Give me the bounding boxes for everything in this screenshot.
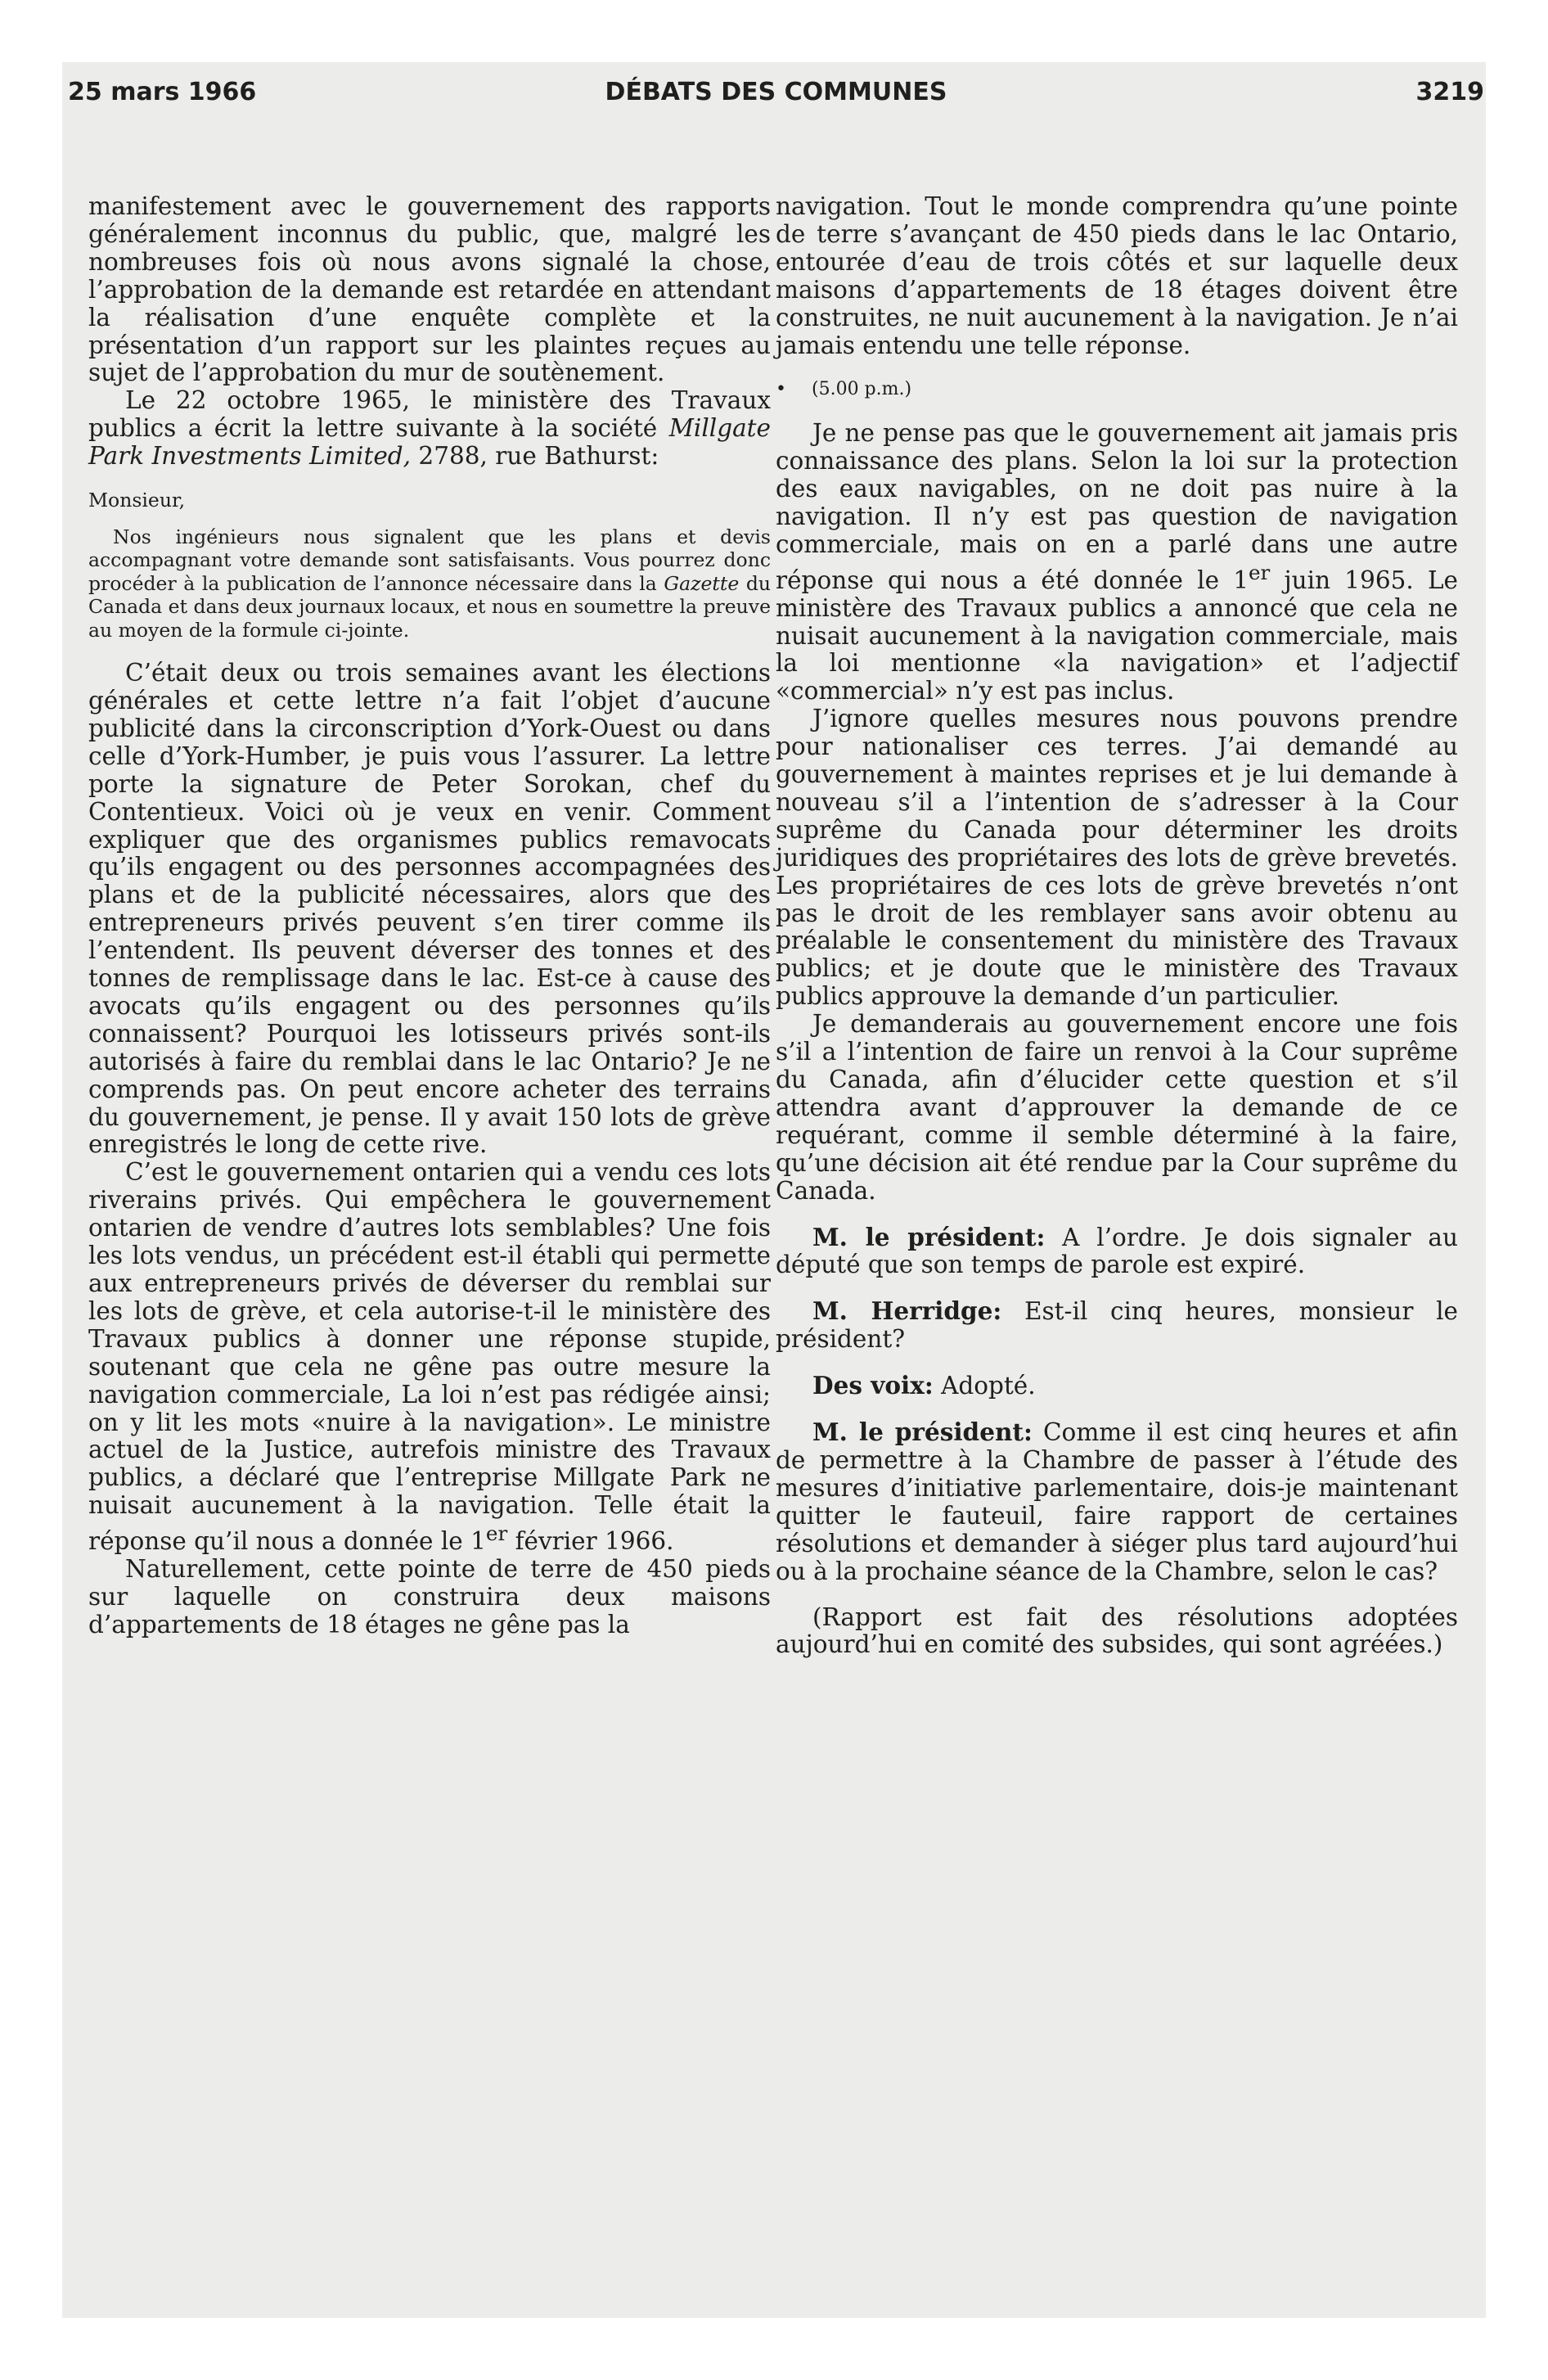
header-title: DÉBATS DES COMMUNES (605, 78, 947, 106)
speaker-name: Des voix: (812, 1371, 934, 1400)
paragraph: manifestement avec le gouvernement des rapports généralement inconnus du public, que, malgré les nombreuses fois où nous avons signalé la chose, l’approbation de la demande est retardée en attendant la réalisation d’une enquête complète et la présentation d’un rapport sur les plaintes reçues au sujet de l’approbation du mur de soutènement. (88, 192, 771, 387)
speech: Des voix: Adopté. (812, 1371, 1036, 1400)
left-column (88, 193, 771, 1639)
paragraph: Le 22 octobre 1965, le ministère des Travaux publics a écrit la lettre suivante à la société Millgate Park Investments Limited, 2788, rue Bathurst: (88, 386, 771, 471)
speaker-name: M. Herridge: (812, 1296, 1002, 1326)
header-date: 25 mars 1966 (68, 78, 257, 106)
header-page-number: 3219 (1415, 78, 1484, 106)
time-marker: • (5.00 p.m.) (776, 376, 1458, 403)
speech: M. Herridge: Est-il cinq heures, monsieur le président? (776, 1296, 1458, 1354)
paragraph: C’est le gouvernement ontarien qui a vendu ces lots riverains privés. Qui empêchera le gouvernement ontarien de vendre d’autres lots semblables? Une fois les lots vendus, un précédent est-il établi qui permette aux entrepreneurs privés de déverser du remblai sur les lots de grève, et cela autorise-t-il le ministère des Travaux publics à donner une réponse stupide, soutenant que cela ne gêne pas outre mesure la navigation commerciale, La loi n’est pas rédigée ainsi; on y lit les mots «nuire à la navigation». Le ministre actuel de la Justice, autrefois ministre des Travaux publics, a déclaré que l’entreprise Millgate Park ne nuisait aucunement à la navigation. Telle était la réponse qu’il nous a donnée le 1er février 1966. (88, 1158, 771, 1555)
bullet-icon: • (776, 379, 786, 400)
right-column (776, 193, 1458, 1659)
paragraph: Naturellement, cette pointe de terre de 450 pieds sur laquelle on construira deux maisons d’appartements de 18 étages ne gêne pas la (88, 1554, 771, 1639)
company-name: Millgate Park Investments Limited, (88, 414, 771, 471)
letter-body: Nos ingénieurs nous signalent que les plans et devis accompagnant votre demande sont satisfaisants. Vous pourrez donc procéder à la publication de l’annonce nécessaire dans la Gazette du Canada et dans deux journaux locaux, et nous en soumettre la preuve au moyen de la formule ci-jointe. (88, 525, 771, 642)
speech: M. le président: A l’ordre. Je dois signaler au député que son temps de parole est expiré. (776, 1222, 1458, 1279)
speech: M. le président: Comme il est cinq heures et afin de permettre à la Chambre de passer à l’étude des mesures d’initiative parlementaire, dois-je maintenant quitter le fauteuil, faire rapport de certaines résolutions et demander à siéger plus tard aujourd’hui ou à la prochaine séance de la Chambre, selon le cas? (776, 1418, 1458, 1585)
speaker-name: M. le président: (812, 1222, 1046, 1251)
paragraph: Je ne pense pas que le gouvernement ait jamais pris connaissance des plans. Selon la loi sur la protection des eaux navigables, on ne doit pas nuire à la navigation. Il n’y est pas question de navigation commerciale, mais on en a parlé dans une autre réponse qui nous a été donnée le 1er juin 1965. Le ministère des Travaux publics a annoncé que cela ne nuisait aucunement à la navigation commerciale, mais la loi mentionne «la navigation» et l’adjectif «commercial» n’y est pas inclus. (776, 419, 1458, 705)
speaker-name: M. le président: (812, 1418, 1033, 1447)
letter-salutation: Monsieur, (88, 489, 186, 512)
paragraph: C’était deux ou trois semaines avant les élections générales et cette lettre n’a fait l’objet d’aucune publicité dans la circonscription d’York-Ouest ou dans celle d’York-Humber, je puis vous l’assurer. La lettre porte la signature de Peter Sorokan, chef du Contentieux. Voici où je veux en venir. Comment expliquer que des organismes publics remavocats qu’ils engagent ou des personnes accompagnées des plans et de la publicité nécessaires, alors que des entrepreneurs privés peuvent s’en tirer comme ils l’entendent. Ils peuvent déverser des tonnes et des tonnes de remplissage dans le lac. Est-ce à cause des avocats qu’ils engagent ou des personnes qu’ils connaissent? Pourquoi les lotisseurs privés sont-ils autorisés à faire du remblai dans le lac Ontario? Je ne comprends pas. On peut encore acheter des terrains du gouvernement, je pense. Il y avait 150 lots de grève enregistrés le long de cette rive. (88, 659, 771, 1159)
gazette-title: Gazette (664, 571, 740, 595)
paragraph: navigation. Tout le monde comprendra qu’une pointe de terre s’avançant de 450 pieds dans le lac Ontario, entourée d’eau de trois côtés et sur laquelle deux maisons d’appartements de 18 étages doivent être construites, ne nuit aucunement à la navigation. Je n’ai jamais entendu une telle réponse. (776, 192, 1458, 359)
paragraph: J’ignore quelles mesures nous pouvons prendre pour nationaliser ces terres. J’ai demandé au gouvernement à maintes reprises et je lui demande à nouveau s’il a l’intention de s’adresser à la Cour suprême du Canada pour déterminer les droits juridiques des propriétaires des lots de grève brevetés. Les propriétaires de ces lots de grève brevetés n’ont pas le droit de les remblayer sans avoir obtenu au préalable le consentement du ministère des Travaux publics; et je doute que le ministère des Travaux publics approuve la demande d’un particulier. (776, 705, 1458, 1011)
page-header (68, 78, 1484, 115)
paragraph: (Rapport est fait des résolutions adoptées aujourd’hui en comité des subsides, qui sont agréées.) (776, 1602, 1458, 1659)
paragraph: Je demanderais au gouvernement encore une fois s’il a l’intention de faire un renvoi à la Cour suprême du Canada, afin d’élucider cette question et s’il attendra avant d’approuver la demande de ce requérant, comme il semble déterminé à la faire, qu’une décision ait été rendue par la Cour suprême du Canada. (776, 1010, 1458, 1205)
